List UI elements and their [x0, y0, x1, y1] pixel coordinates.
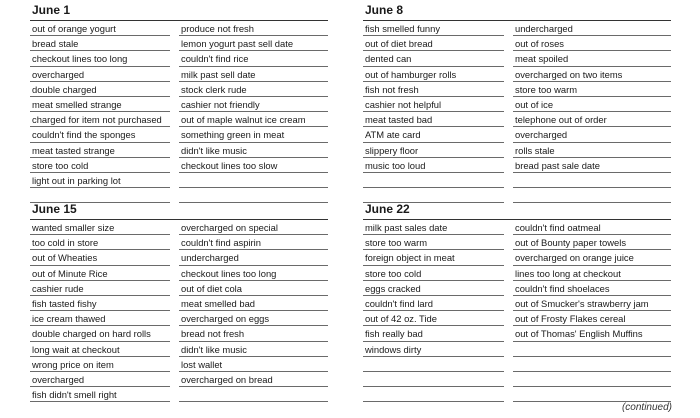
complaint-item: eggs cracked — [363, 281, 504, 296]
complaint-item: overcharged on eggs — [179, 311, 328, 326]
complaint-list-right — [179, 220, 328, 402]
section-date: June 8 — [365, 3, 404, 17]
complaint-item: out of Frosty Flakes cereal — [513, 311, 671, 326]
complaint-item: milk past sell date — [179, 67, 328, 82]
complaint-item: double charged on hard rolls — [30, 326, 170, 341]
complaint-item: fish not fresh — [363, 82, 504, 97]
continued-note: (continued) — [621, 402, 672, 413]
complaint-item: wanted smaller size — [30, 220, 170, 235]
blank-line — [513, 372, 671, 387]
blank-line — [363, 387, 504, 402]
complaint-item: dented can — [363, 51, 504, 66]
complaint-item: store too warm — [513, 82, 671, 97]
complaint-item: out of Smucker's strawberry jam — [513, 296, 671, 311]
blank-line — [513, 342, 671, 357]
complaint-item: cashier not friendly — [179, 97, 328, 112]
section-june-1 — [0, 0, 328, 198]
blank-line — [179, 173, 328, 188]
complaint-item: store too warm — [363, 235, 504, 250]
section-june-22 — [358, 199, 671, 397]
complaint-item: couldn't find oatmeal — [513, 220, 671, 235]
complaint-item: meat tasted strange — [30, 143, 170, 158]
complaint-item: out of Minute Rice — [30, 266, 170, 281]
complaint-item: cashier not helpful — [363, 97, 504, 112]
complaint-item: double charged — [30, 82, 170, 97]
complaint-item: lines too long at checkout — [513, 266, 671, 281]
complaint-item: meat smelled strange — [30, 97, 170, 112]
complaint-item: out of hamburger rolls — [363, 67, 504, 82]
blank-line — [363, 173, 504, 188]
complaint-item: meat smelled bad — [179, 296, 328, 311]
complaint-item: undercharged — [179, 250, 328, 265]
complaint-list-right — [179, 21, 328, 203]
complaint-item: slippery floor — [363, 143, 504, 158]
section-date: June 22 — [365, 202, 410, 216]
complaint-list-left — [30, 220, 170, 402]
complaint-item: telephone out of order — [513, 112, 671, 127]
complaint-item: didn't like music — [179, 342, 328, 357]
complaint-item: produce not fresh — [179, 21, 328, 36]
complaint-item: couldn't find aspirin — [179, 235, 328, 250]
complaint-item: couldn't find the sponges — [30, 127, 170, 142]
section-june-15 — [0, 199, 328, 401]
blank-line — [513, 357, 671, 372]
complaint-item: out of ice — [513, 97, 671, 112]
complaint-item: didn't like music — [179, 143, 328, 158]
complaint-item: out of Thomas' English Muffins — [513, 326, 671, 341]
complaint-list-left — [363, 220, 504, 402]
complaint-item: fish smelled funny — [363, 21, 504, 36]
complaint-item: foreign object in meat — [363, 250, 504, 265]
complaint-columns — [363, 20, 671, 203]
complaint-columns — [30, 219, 328, 402]
complaint-item: overcharged — [513, 127, 671, 142]
complaint-item: rolls stale — [513, 143, 671, 158]
section-june-8 — [358, 0, 671, 198]
section-date: June 1 — [32, 3, 71, 17]
complaint-item: meat spoiled — [513, 51, 671, 66]
complaint-item: overcharged on orange juice — [513, 250, 671, 265]
complaint-item: fish didn't smell right — [30, 387, 170, 402]
complaint-item: lemon yogurt past sell date — [179, 36, 328, 51]
complaint-item: out of Wheaties — [30, 250, 170, 265]
complaint-item: wrong price on item — [30, 357, 170, 372]
complaint-item: out of 42 oz. Tide — [363, 311, 504, 326]
complaint-item: bread past sale date — [513, 158, 671, 173]
complaint-item: couldn't find rice — [179, 51, 328, 66]
complaint-item: out of orange yogurt — [30, 21, 170, 36]
complaint-item: overcharged — [30, 67, 170, 82]
complaint-item: overcharged — [30, 372, 170, 387]
complaint-item: windows dirty — [363, 342, 504, 357]
blank-line — [513, 173, 671, 188]
complaint-item: checkout lines too long — [179, 266, 328, 281]
complaint-item: overcharged on two items — [513, 67, 671, 82]
complaint-item: fish really bad — [363, 326, 504, 341]
complaint-columns — [363, 219, 671, 402]
blank-line — [363, 372, 504, 387]
complaint-item: couldn't find lard — [363, 296, 504, 311]
complaint-item: couldn't find shoelaces — [513, 281, 671, 296]
complaint-item: music too loud — [363, 158, 504, 173]
complaint-item: charged for item not purchased — [30, 112, 170, 127]
complaint-item: undercharged — [513, 21, 671, 36]
blank-line — [179, 387, 328, 402]
complaint-item: out of roses — [513, 36, 671, 51]
complaint-item: bread stale — [30, 36, 170, 51]
complaint-item: lost wallet — [179, 357, 328, 372]
complaint-item: cashier rude — [30, 281, 170, 296]
complaint-list-right — [513, 21, 671, 203]
blank-line — [363, 357, 504, 372]
complaint-list-right — [513, 220, 671, 402]
complaint-item: too cold in store — [30, 235, 170, 250]
complaint-item: light out in parking lot — [30, 173, 170, 188]
complaint-list-left — [363, 21, 504, 203]
complaint-item: long wait at checkout — [30, 342, 170, 357]
complaint-list-left — [30, 21, 170, 203]
complaint-item: ATM ate card — [363, 127, 504, 142]
complaint-item: checkout lines too slow — [179, 158, 328, 173]
complaint-item: overcharged on bread — [179, 372, 328, 387]
complaint-item: bread not fresh — [179, 326, 328, 341]
complaint-item: store too cold — [363, 266, 504, 281]
complaint-item: stock clerk rude — [179, 82, 328, 97]
complaint-item: meat tasted bad — [363, 112, 504, 127]
complaint-item: out of maple walnut ice cream — [179, 112, 328, 127]
section-date: June 15 — [32, 202, 77, 216]
complaint-item: ice cream thawed — [30, 311, 170, 326]
complaint-item: out of diet cola — [179, 281, 328, 296]
complaint-item: overcharged on special — [179, 220, 328, 235]
complaint-item: milk past sales date — [363, 220, 504, 235]
complaint-item: out of diet bread — [363, 36, 504, 51]
complaint-item: something green in meat — [179, 127, 328, 142]
complaint-columns — [30, 20, 328, 203]
complaint-item: fish tasted fishy — [30, 296, 170, 311]
blank-line — [513, 387, 671, 402]
complaint-item: checkout lines too long — [30, 51, 170, 66]
complaint-item: out of Bounty paper towels — [513, 235, 671, 250]
complaint-item: store too cold — [30, 158, 170, 173]
